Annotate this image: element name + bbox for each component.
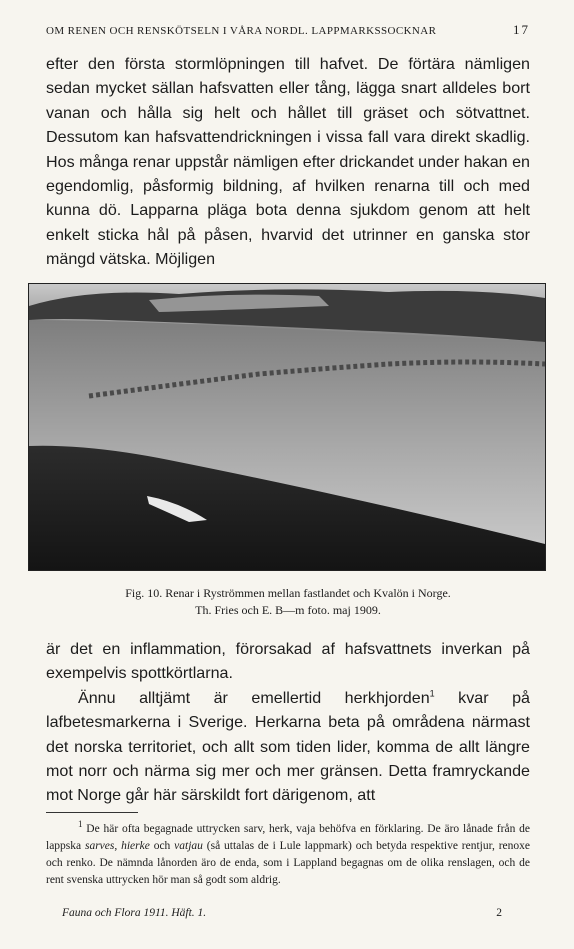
- term-sarves: sarves: [84, 840, 115, 852]
- footnote-marker: 1: [78, 819, 83, 830]
- body-text-top: [46, 52, 530, 272]
- caption-line-1: Fig. 10. Renar i Ryströmmen mellan fastlandet och Kvalön i Norge.: [125, 586, 451, 600]
- footnote-ref: 1: [429, 688, 435, 699]
- page-number: 17: [513, 22, 530, 37]
- footnotes: [46, 821, 530, 889]
- footnote-text-2: (så uttalas de i Lule lappmark) och betyda respektive rentjur, renoxe och renko. De nämnda lånorden äro de enda, som i Lappland begagnas om de olika renslagen, och de rent svenska uttrycken hör man så godt som aldrig.: [46, 840, 530, 886]
- figure-photo: [28, 283, 546, 571]
- paragraph-2-start: Ännu alltjämt är emellertid herkhjorden: [78, 688, 430, 707]
- footnote-comma: ,: [114, 840, 122, 852]
- reindeer-photo: [29, 284, 545, 570]
- page-footer: [62, 907, 502, 919]
- caption-line-2: Th. Fries och E. B—m foto. maj 1909.: [195, 603, 381, 617]
- journal-reference: Fauna och Flora 1911. Häft. 1.: [62, 907, 207, 919]
- term-hierke: hierke: [121, 840, 150, 852]
- running-title: OM RENEN OCH RENSKÖTSELN I VÅRA NORDL. LAPPMARKSSOCKNAR: [46, 25, 437, 37]
- body-text-bottom: [46, 637, 530, 808]
- paragraph-1: är det en inflammation, förorsakad af hafsvattnets inverkan på exempelvis spottkörtlarna.: [46, 640, 530, 683]
- running-head: [46, 22, 530, 38]
- footnote-1: [46, 821, 530, 889]
- figure-caption: [46, 585, 530, 619]
- paragraph-2: [46, 686, 530, 808]
- signature-mark: 2: [496, 907, 502, 919]
- footnote-och: och: [149, 840, 175, 852]
- paragraph-top: efter den första stormlöpningen till hafvet. De förtära nämligen sedan mycket sällan hafsvatten eller tång, lägga snart alldeles bort vanan och hålla sig helt och hållet till gräset och sötvattnet. Dessutom kan hafsvattendrickningen i vissa fall vara direkt skadlig. Hos många renar uppstår nämligen efter drickandet under hakan en egendomlig, påsformig bildning, af hvilken renarna till och med kunna dö. Lapparna pläga bota denna sjukdom genom att helt enkelt sticka hål på påsen, hvarvid det utrinner en ganska stor mängd vätska. Möjligen: [46, 55, 530, 269]
- footnote-rule: [46, 812, 138, 813]
- term-vatjau: vatjau: [174, 840, 203, 852]
- paragraph-2-rest: kvar på lafbetesmarkerna i Sverige. Herkarna beta på områdena närmast det norska territoriet, och allt som tiden lider, komma de allt längre mot norr och närma sig mer och mer gränsen. Detta framryckande mot Norge går här särskildt fort därigenom, att: [46, 688, 530, 805]
- footnote-text-1: De här ofta begagnade uttrycken sarv, herk, vaja behöfva en förklaring. De äro lånade från de lappska: [46, 823, 530, 852]
